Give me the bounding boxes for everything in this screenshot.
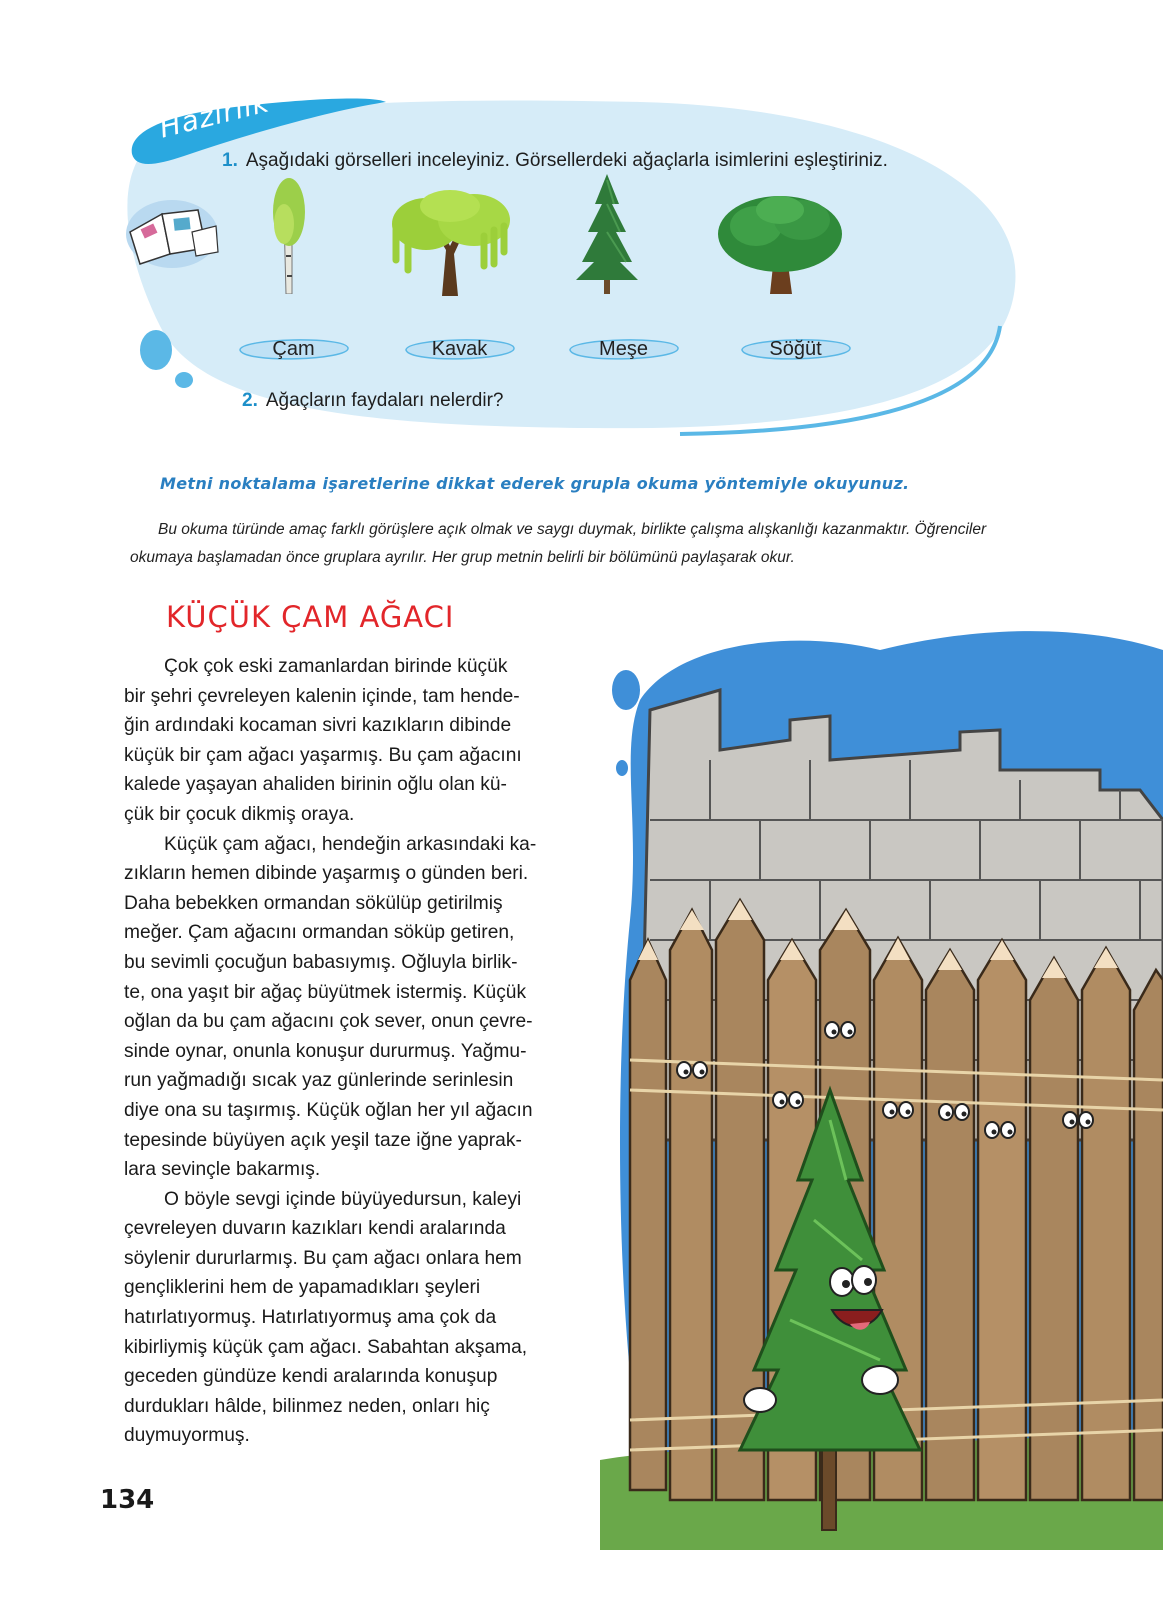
- text-line: kibirliymiş küçük çam ağacı. Sabahtan akşama,: [124, 1336, 528, 1358]
- text-line: Daha bebekken ormandan sökülüp getirilmiş: [124, 892, 503, 914]
- text-line: kalede yaşayan ahaliden birinin oğlu olan kü-: [124, 774, 507, 796]
- question-2-number: 2.: [242, 390, 258, 411]
- text-line: küçük bir çam ağacı yaşarmış. Bu çam ağacını: [124, 744, 522, 766]
- bubble-drops: [130, 322, 200, 392]
- text-line: zıkların hemen dibinde yaşarmış o günden beri.: [124, 863, 529, 885]
- text-line: oğlan da bu çam ağacını çok sever, onun çevre-: [124, 1011, 533, 1033]
- story-title: KÜÇÜK ÇAM AĞACI: [166, 600, 455, 634]
- tree-name-mese: [566, 334, 681, 370]
- question-1: [222, 150, 888, 172]
- birch-tree-icon: [262, 176, 312, 294]
- text-line: söylenir dururlarmış. Bu çam ağacı onlara hem: [124, 1247, 522, 1269]
- text-line: durdukları hâlde, bilinmez neden, onları hiç: [124, 1395, 490, 1417]
- story-illustration: [600, 620, 1163, 1550]
- paragraph-2: [124, 830, 572, 1185]
- text-line: duymuyormuş.: [124, 1425, 250, 1447]
- reading-instruction: Metni noktalama işaretlerine dikkat ederek grupla okuma yöntemiyle okuyunuz.: [160, 474, 910, 493]
- text-line: bir şehri çevreleyen kalenin içinde, tam hende-: [124, 685, 520, 707]
- note-line: okumaya başlamadan önce gruplara ayrılır. Her grup metnin belirli bir bölümünü paylaşarak okur.: [130, 549, 795, 566]
- page-number: 134: [100, 1485, 155, 1515]
- story-text: [124, 652, 572, 1451]
- hazirlik-label: Hazırlık: [156, 85, 273, 145]
- tree-name-label: Kavak: [431, 338, 488, 360]
- text-line: sinde oynar, onunla konuşur dururmuş. Yağmu-: [124, 1040, 527, 1062]
- text-line: Çok çok eski zamanlardan birinde küçük: [164, 656, 508, 677]
- tree-name-label: Çam: [272, 338, 315, 360]
- willow-tree-icon: [386, 190, 516, 296]
- question-1-text: Aşağıdaki görselleri inceleyiniz. Görsellerdeki ağaçlarla isimlerini eşleştiriniz.: [245, 150, 888, 171]
- paragraph-3: [124, 1185, 572, 1451]
- text-line: run yağmadığı sıcak yaz günlerinde serinlesin: [124, 1070, 514, 1092]
- tree-name-label: Söğüt: [769, 338, 822, 360]
- text-line: Küçük çam ağacı, hendeğin arkasındaki ka-: [164, 833, 537, 855]
- tree-name-cam: [236, 334, 351, 370]
- book-icon: [122, 192, 222, 272]
- text-line: te, ona yaşıt bir ağaç büyütmek istermiş. Küçük: [124, 981, 527, 1003]
- text-line: çük bir çocuk dikmiş oraya.: [124, 803, 355, 825]
- tree-name-sogut: [738, 334, 853, 370]
- reading-note: [130, 516, 1030, 572]
- question-1-number: 1.: [222, 150, 238, 171]
- paragraph-1: [124, 652, 572, 830]
- text-line: lara sevinçle bakarmış.: [124, 1159, 321, 1181]
- text-line: diye ona su taşırmış. Küçük oğlan her yıl ağacın: [124, 1099, 533, 1121]
- text-line: tepesinde büyüyen açık yeşil taze iğne yaprak-: [124, 1129, 522, 1151]
- oak-tree-icon: [716, 190, 844, 294]
- tree-name-label: Meşe: [599, 338, 648, 360]
- text-line: meğer. Çam ağacını ormandan söküp getiren,: [124, 922, 515, 944]
- pine-tree-icon: [574, 174, 640, 294]
- text-line: ğin ardındaki kocaman sivri kazıkların dibinde: [124, 715, 512, 737]
- question-2: [242, 390, 504, 412]
- note-line: Bu okuma türünde amaç farklı görüşlere açık olmak ve saygı duymak, birlikte çalışma alışkanlığı kazanmaktır. Öğrenciler: [158, 521, 987, 538]
- text-line: hatırlatıyormuş. Hatırlatıyormuş ama çok da: [124, 1307, 497, 1329]
- text-line: gençliklerini hem de yapamadıkları şeyleri: [124, 1277, 481, 1299]
- tree-name-kavak: [402, 334, 517, 370]
- text-line: geceden gündüze kendi aralarında konuşup: [124, 1366, 498, 1388]
- text-line: bu sevimli çocuğun babasıymış. Oğluyla birlik-: [124, 951, 518, 973]
- text-line: O böyle sevgi içinde büyüyedursun, kaleyi: [164, 1188, 522, 1210]
- text-line: çevreleyen duvarın kazıkları kendi aralarında: [124, 1218, 506, 1240]
- question-2-text: Ağaçların faydaları nelerdir?: [265, 390, 504, 411]
